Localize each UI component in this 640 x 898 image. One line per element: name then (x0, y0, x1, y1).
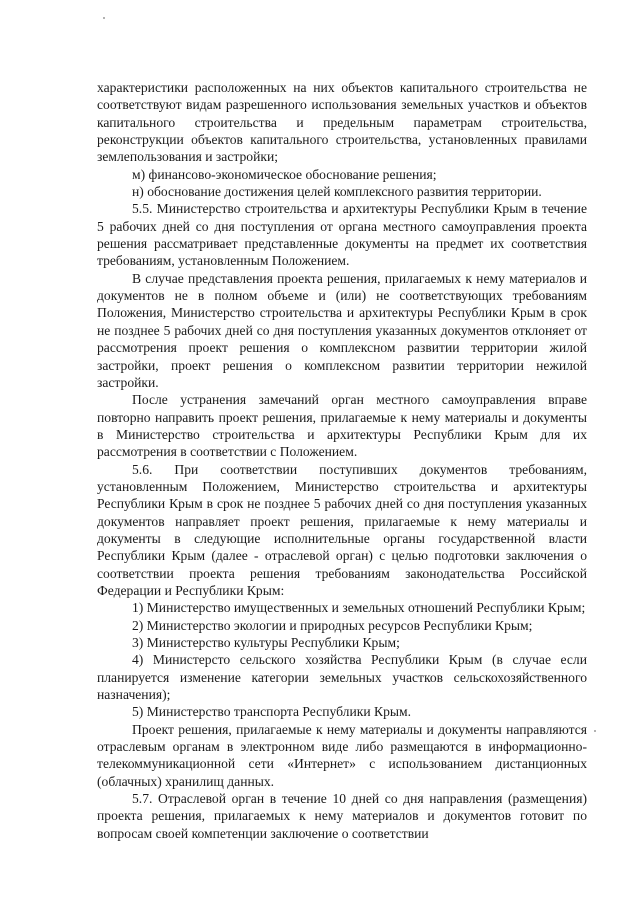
paragraph-continuation-criteria: характеристики расположенных на них объектов капитального строительства не соответствуют видам разрешенного использования земельных участков и объектов капитального строительства и предельным параметрам строительства, реконструкции объектов капитального строительства, установленных правилами землепользования и застройки; (97, 80, 587, 165)
scan-speck-right (594, 730, 596, 732)
list-item-n: н) обоснование достижения целей комплексного развития территории. (132, 184, 542, 200)
paragraph-electronic-delivery: Проект решения, прилагаемые к нему материалы и документы направляются отраслевым органам в электронном виде либо размещаются в информационно-телекоммуникационной сети «Интернет» с использованием дистанционных (облачных) хранилищ данных. (97, 721, 587, 789)
document-page (97, 79, 587, 842)
ministry-list-item-3: 3) Министерство культуры Республики Крым; (132, 635, 400, 650)
list-item-m: м) финансово-экономическое обоснование решения; (132, 166, 437, 182)
ministry-list-item-2: 2) Министерство экологии и природных ресурсов Республики Крым; (132, 617, 533, 633)
clause-5-5: 5.5. Министерство строительства и архитектуры Республики Крым в течение 5 рабочих дней со дня поступления от органа местного самоуправления проекта решения рассматривает представленные документы на предмет их соответствия требованиям, установленным Положением. (97, 201, 587, 269)
paragraph-incomplete-submission: В случае представления проекта решения, прилагаемых к нему материалов и документов не в полном объеме и (или) не соответствующих требованиям Положения, Министерство строительства и архитектуры Республики Крым в срок не позднее 5 рабочих дней со дня поступления указанных документов отклоняет от рассмотрения проект решения о комплексном развитии территории жилой застройки, проект решения о комплексном развитии территории нежилой застройки. (97, 270, 587, 390)
ministry-list-item-4: 4) Министерсто сельского хозяйства Республики Крым (в случае если планируется изменение категории земельных участков сельскохозяйственного назначения); (97, 652, 587, 703)
ministry-list-item-5: 5) Министерство транспорта Республики Крым. (132, 704, 411, 720)
paragraph-resubmission: После устранения замечаний орган местного самоуправления вправе повторно направить проект решения, прилагаемые к нему материалы и документы в Министерство строительства и архитектуры Республики Крым для их рассмотрения в соответствии с Положением. (97, 392, 587, 460)
ministry-list-item-1: 1) Министерство имущественных и земельных отношений Республики Крым; (132, 600, 586, 616)
scan-speck-top (103, 17, 105, 19)
clause-5-7: 5.7. Отраслевой орган в течение 10 дней со дня направления (размещения) проекта решения, прилагаемых к нему материалов и документов готовит по вопросам своей компетенции заключение о соответствии (97, 791, 587, 841)
clause-5-6: 5.6. При соответствии поступивших документов требованиям, установленным Положением, Министерство строительства и архитектуры Республики Крым в срок не позднее 5 рабочих дней со дня поступления указанных документов направляет проект решения, прилагаемые к нему материалы и документы в следующие исполнительные органы государственной власти Республики Крым (далее - отраслевой орган) с целью подготовки заключения о соответствии проекта решения требованиям законодательства Российской Федерации и Республики Крым: (97, 461, 587, 598)
